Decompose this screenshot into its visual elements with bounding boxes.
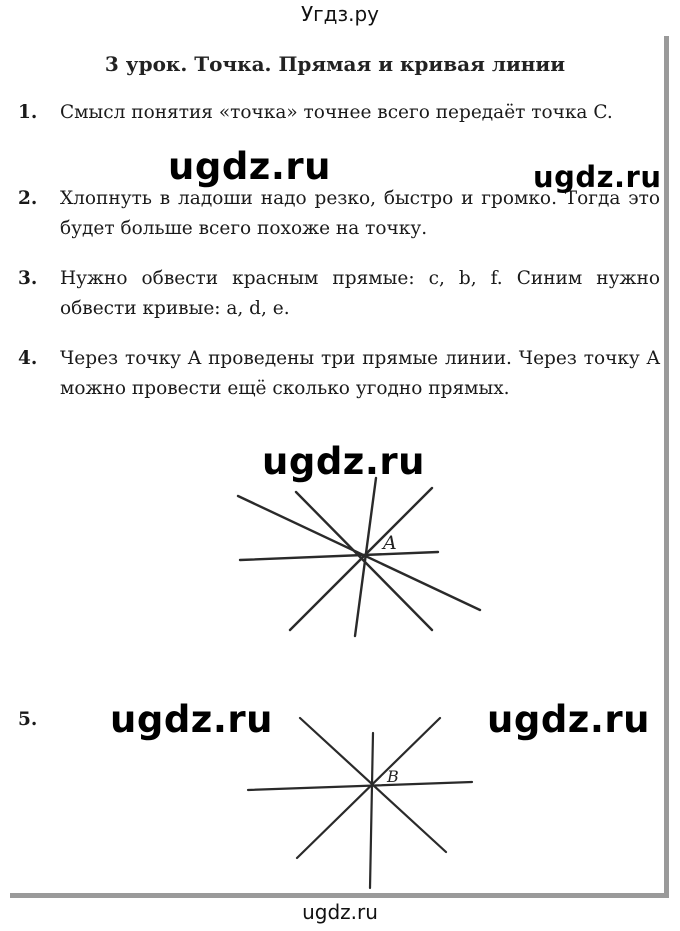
line-2 bbox=[238, 496, 480, 610]
watermark: ugdz.ru bbox=[533, 160, 662, 194]
watermark: ugdz.ru bbox=[110, 698, 273, 741]
lesson-title: 3 урок. Точка. Прямая и кривая линии bbox=[104, 52, 566, 76]
watermark: ugdz.ru bbox=[168, 145, 331, 188]
line-1 bbox=[240, 552, 438, 560]
answer-number: 2. bbox=[18, 188, 38, 209]
answer-number: 4. bbox=[18, 348, 38, 369]
watermark: ugdz.ru bbox=[262, 440, 425, 483]
answer-number: 3. bbox=[18, 268, 38, 289]
line-6 bbox=[248, 782, 472, 790]
line-5 bbox=[296, 492, 432, 630]
answer-text: Нужно обвести красным прямые: c, b, f. Синим нужно обвести кривые: a, d, e. bbox=[60, 268, 660, 319]
answer-text: Через точку A проведены три прямые линии. Через точку A можно провести ещё сколько угодно прямых. bbox=[60, 348, 660, 399]
line-9 bbox=[370, 733, 373, 888]
point-b-label: B bbox=[387, 767, 399, 786]
site-footer: ugdz.ru bbox=[302, 900, 378, 924]
answer-text: Смысл понятия «точка» точнее всего передаёт точка C. bbox=[60, 102, 613, 123]
site-title: Угдз.ру bbox=[300, 2, 380, 26]
watermark: ugdz.ru bbox=[487, 698, 650, 741]
answer-text: Хлопнуть в ладоши надо резко, быстро и громко. Тогда это будет больше всего похоже на точку. bbox=[60, 188, 660, 239]
answer-number: 5. bbox=[18, 709, 38, 730]
answer-number: 1. bbox=[18, 102, 38, 123]
point-a-label: A bbox=[383, 532, 397, 554]
line-4 bbox=[355, 478, 376, 636]
